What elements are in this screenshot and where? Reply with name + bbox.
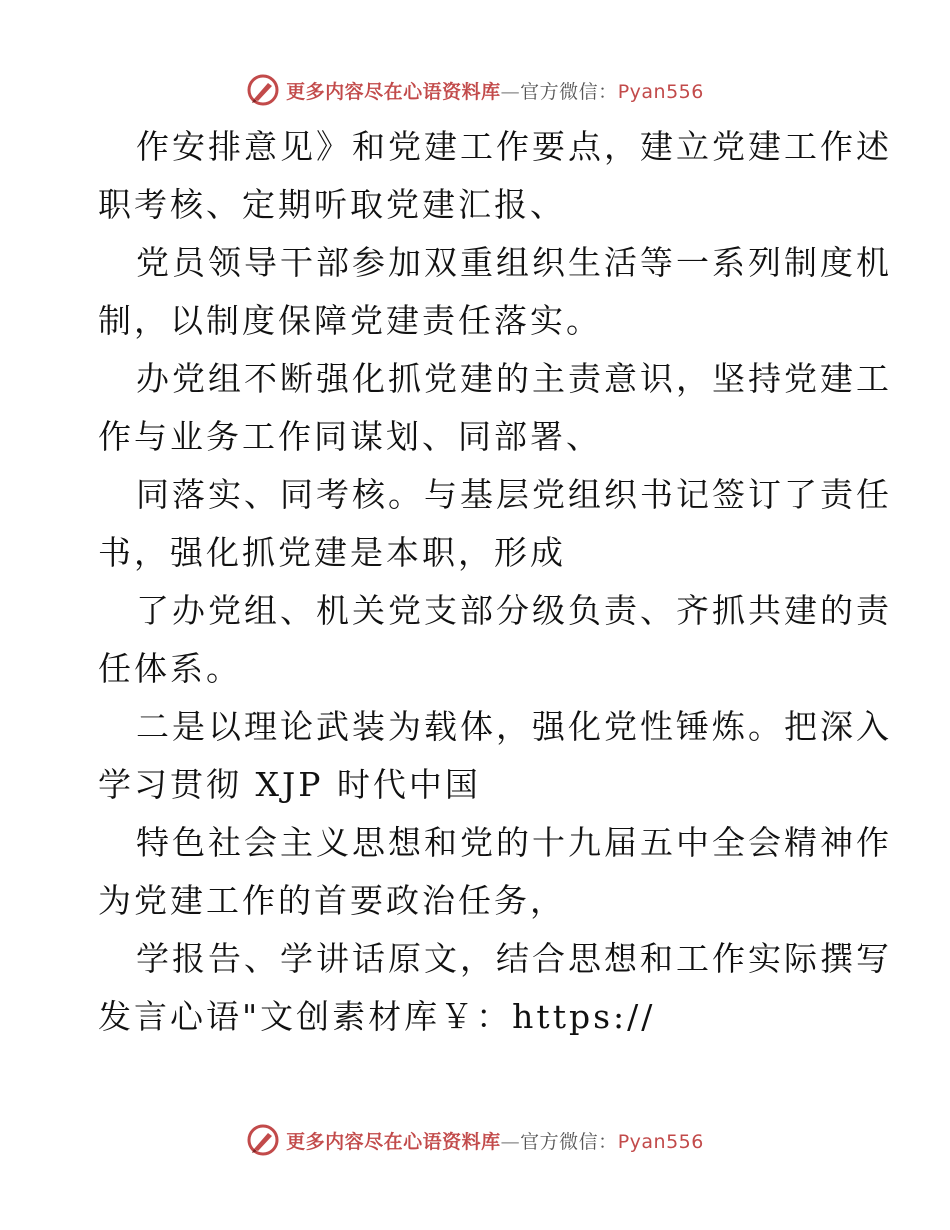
text-line: 为党建工作的首要政治任务， [98, 881, 566, 920]
watermark-wechat-id: Pyan556 [617, 1130, 704, 1153]
text-line: 二是以理论武装为载体，强化党性锤炼。把深入 [136, 707, 892, 746]
watermark-brand: 更多内容尽在心语资料库 [286, 80, 501, 103]
watermark-text [286, 1127, 704, 1154]
watermark-official-label: 官方微信： [520, 1130, 618, 1153]
watermark-dash: — [500, 1130, 521, 1153]
watermark-brand: 更多内容尽在心语资料库 [286, 1130, 501, 1153]
text-line: 制，以制度保障党建责任落实。 [98, 301, 602, 340]
watermark-header [0, 70, 950, 110]
text-line: 任体系。 [98, 649, 242, 688]
text-line: 作与业务工作同谋划、同部署、 [98, 417, 602, 456]
text-line: 职考核、定期听取党建汇报、 [98, 185, 566, 224]
text-line: 党员领导干部参加双重组织生活等一系列制度机 [136, 243, 892, 282]
watermark-text [286, 77, 704, 104]
text-line: 书，强化抓党建是本职，形成 [98, 533, 566, 572]
text-line: 办党组不断强化抓党建的主责意识，坚持党建工 [136, 359, 892, 398]
pen-logo-icon [246, 73, 280, 107]
text-line: 学报告、学讲话原文，结合思想和工作实际撰写 [136, 939, 892, 978]
text-line: 作安排意见》和党建工作要点，建立党建工作述 [136, 127, 892, 166]
watermark-footer [0, 1120, 950, 1160]
watermark-wechat-id: Pyan556 [617, 80, 704, 103]
text-line: 发言心语"文创素材库￥：https:// [98, 997, 656, 1036]
text-line: 学习贯彻 XJP 时代中国 [98, 765, 481, 804]
watermark-official-label: 官方微信： [520, 80, 618, 103]
document-body [98, 118, 892, 1046]
watermark-dash: — [500, 80, 521, 103]
text-line: 了办党组、机关党支部分级负责、齐抓共建的责 [136, 591, 892, 630]
pen-logo-icon [246, 1123, 280, 1157]
text-line: 同落实、同考核。与基层党组织书记签订了责任 [136, 475, 892, 514]
text-line: 特色社会主义思想和党的十九届五中全会精神作 [136, 823, 892, 862]
